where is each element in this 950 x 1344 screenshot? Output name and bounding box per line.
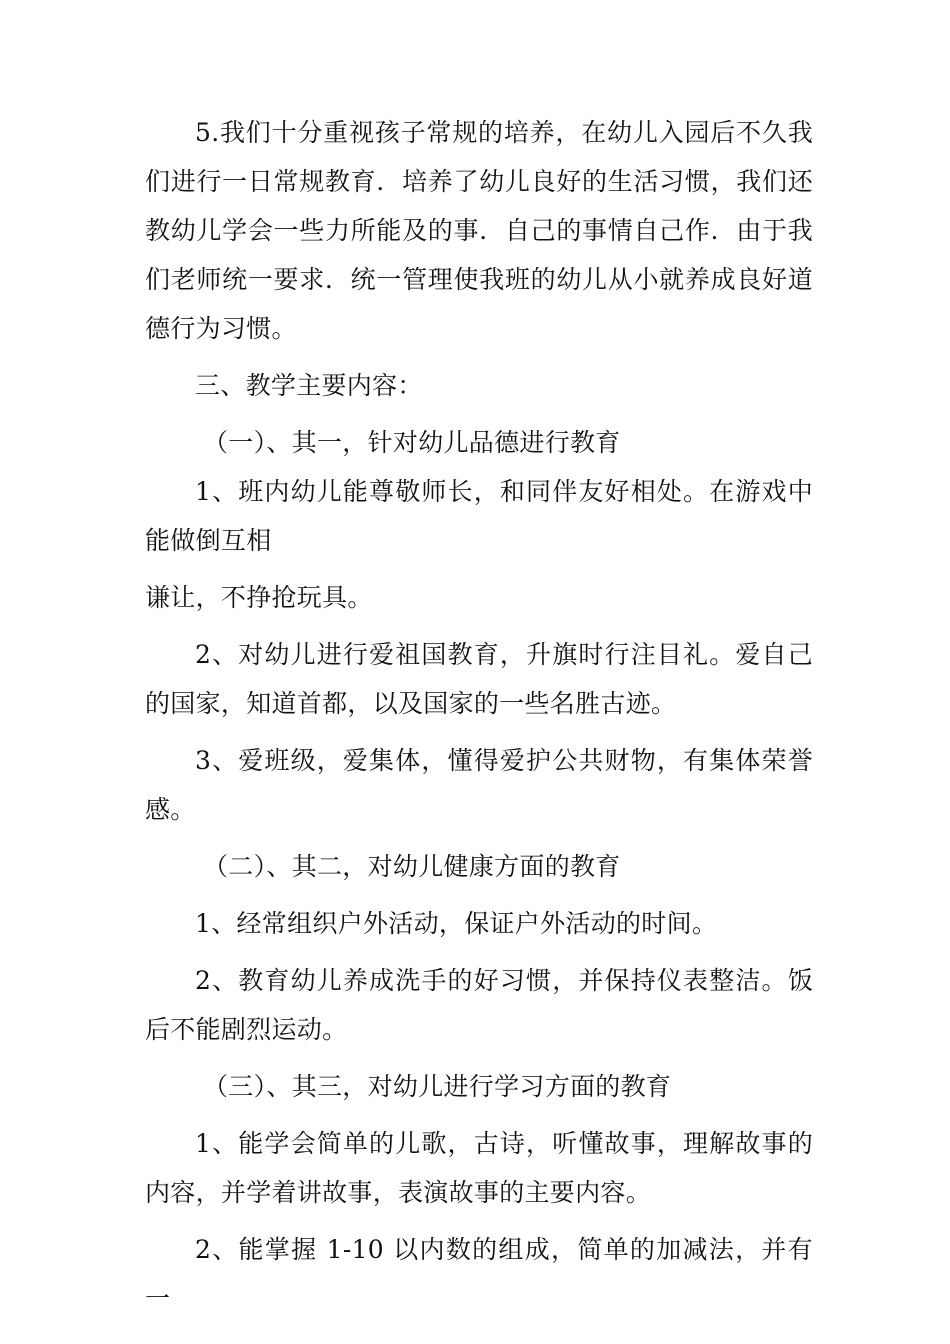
subsection-heading-moral-education: （一）、其一，针对幼儿品德进行教育 — [203, 428, 621, 457]
list-item-respect-teachers: 1、班内幼儿能尊敬师长，和同伴友好相处。在游戏中能做倒互相 — [145, 477, 813, 555]
list-item-love-class: 3、爱班级，爱集体，懂得爱护公共财物，有集体荣誉感。 — [145, 746, 813, 824]
subsection-heading-health-education: （二）、其二，对幼儿健康方面的教育 — [203, 852, 621, 881]
document-body — [145, 108, 813, 1323]
list-item-love-country: 2、对幼儿进行爱祖国教育，升旗时行注目礼。爱自己的国家，知道首都，以及国家的一些名胜古迹。 — [145, 640, 813, 718]
list-item-nursery-rhymes: 1、能学会简单的儿歌，古诗，听懂故事，理解故事的内容，并学着讲故事，表演故事的主要内容。 — [145, 1129, 813, 1207]
list-item-numbers: 2、能掌握 1-10 以内数的组成，简单的加减法，并有一 — [145, 1235, 813, 1313]
subsection-heading-learning-education: （三）、其三，对幼儿进行学习方面的教育 — [203, 1072, 672, 1101]
section-heading-teaching-content: 三、教学主要内容： — [195, 371, 423, 400]
list-item-hand-washing: 2、教育幼儿养成洗手的好习惯，并保持仪表整洁。饭后不能剧烈运动。 — [145, 966, 813, 1044]
list-item-outdoor-activities: 1、经常组织户外活动，保证户外活动的时间。 — [195, 909, 718, 938]
list-item-continuation-sharing: 谦让，不挣抢玩具。 — [145, 583, 373, 612]
paragraph-routine-education: 5.我们十分重视孩子常规的培养，在幼儿入园后不久我们进行一日常规教育．培养了幼儿良好的生活习惯，我们还教幼儿学会一些力所能及的事．自己的事情自己作．由于我们老师统一要求．统一管理使我班的幼儿从小就养成良好道德行为习惯。 — [145, 118, 813, 343]
